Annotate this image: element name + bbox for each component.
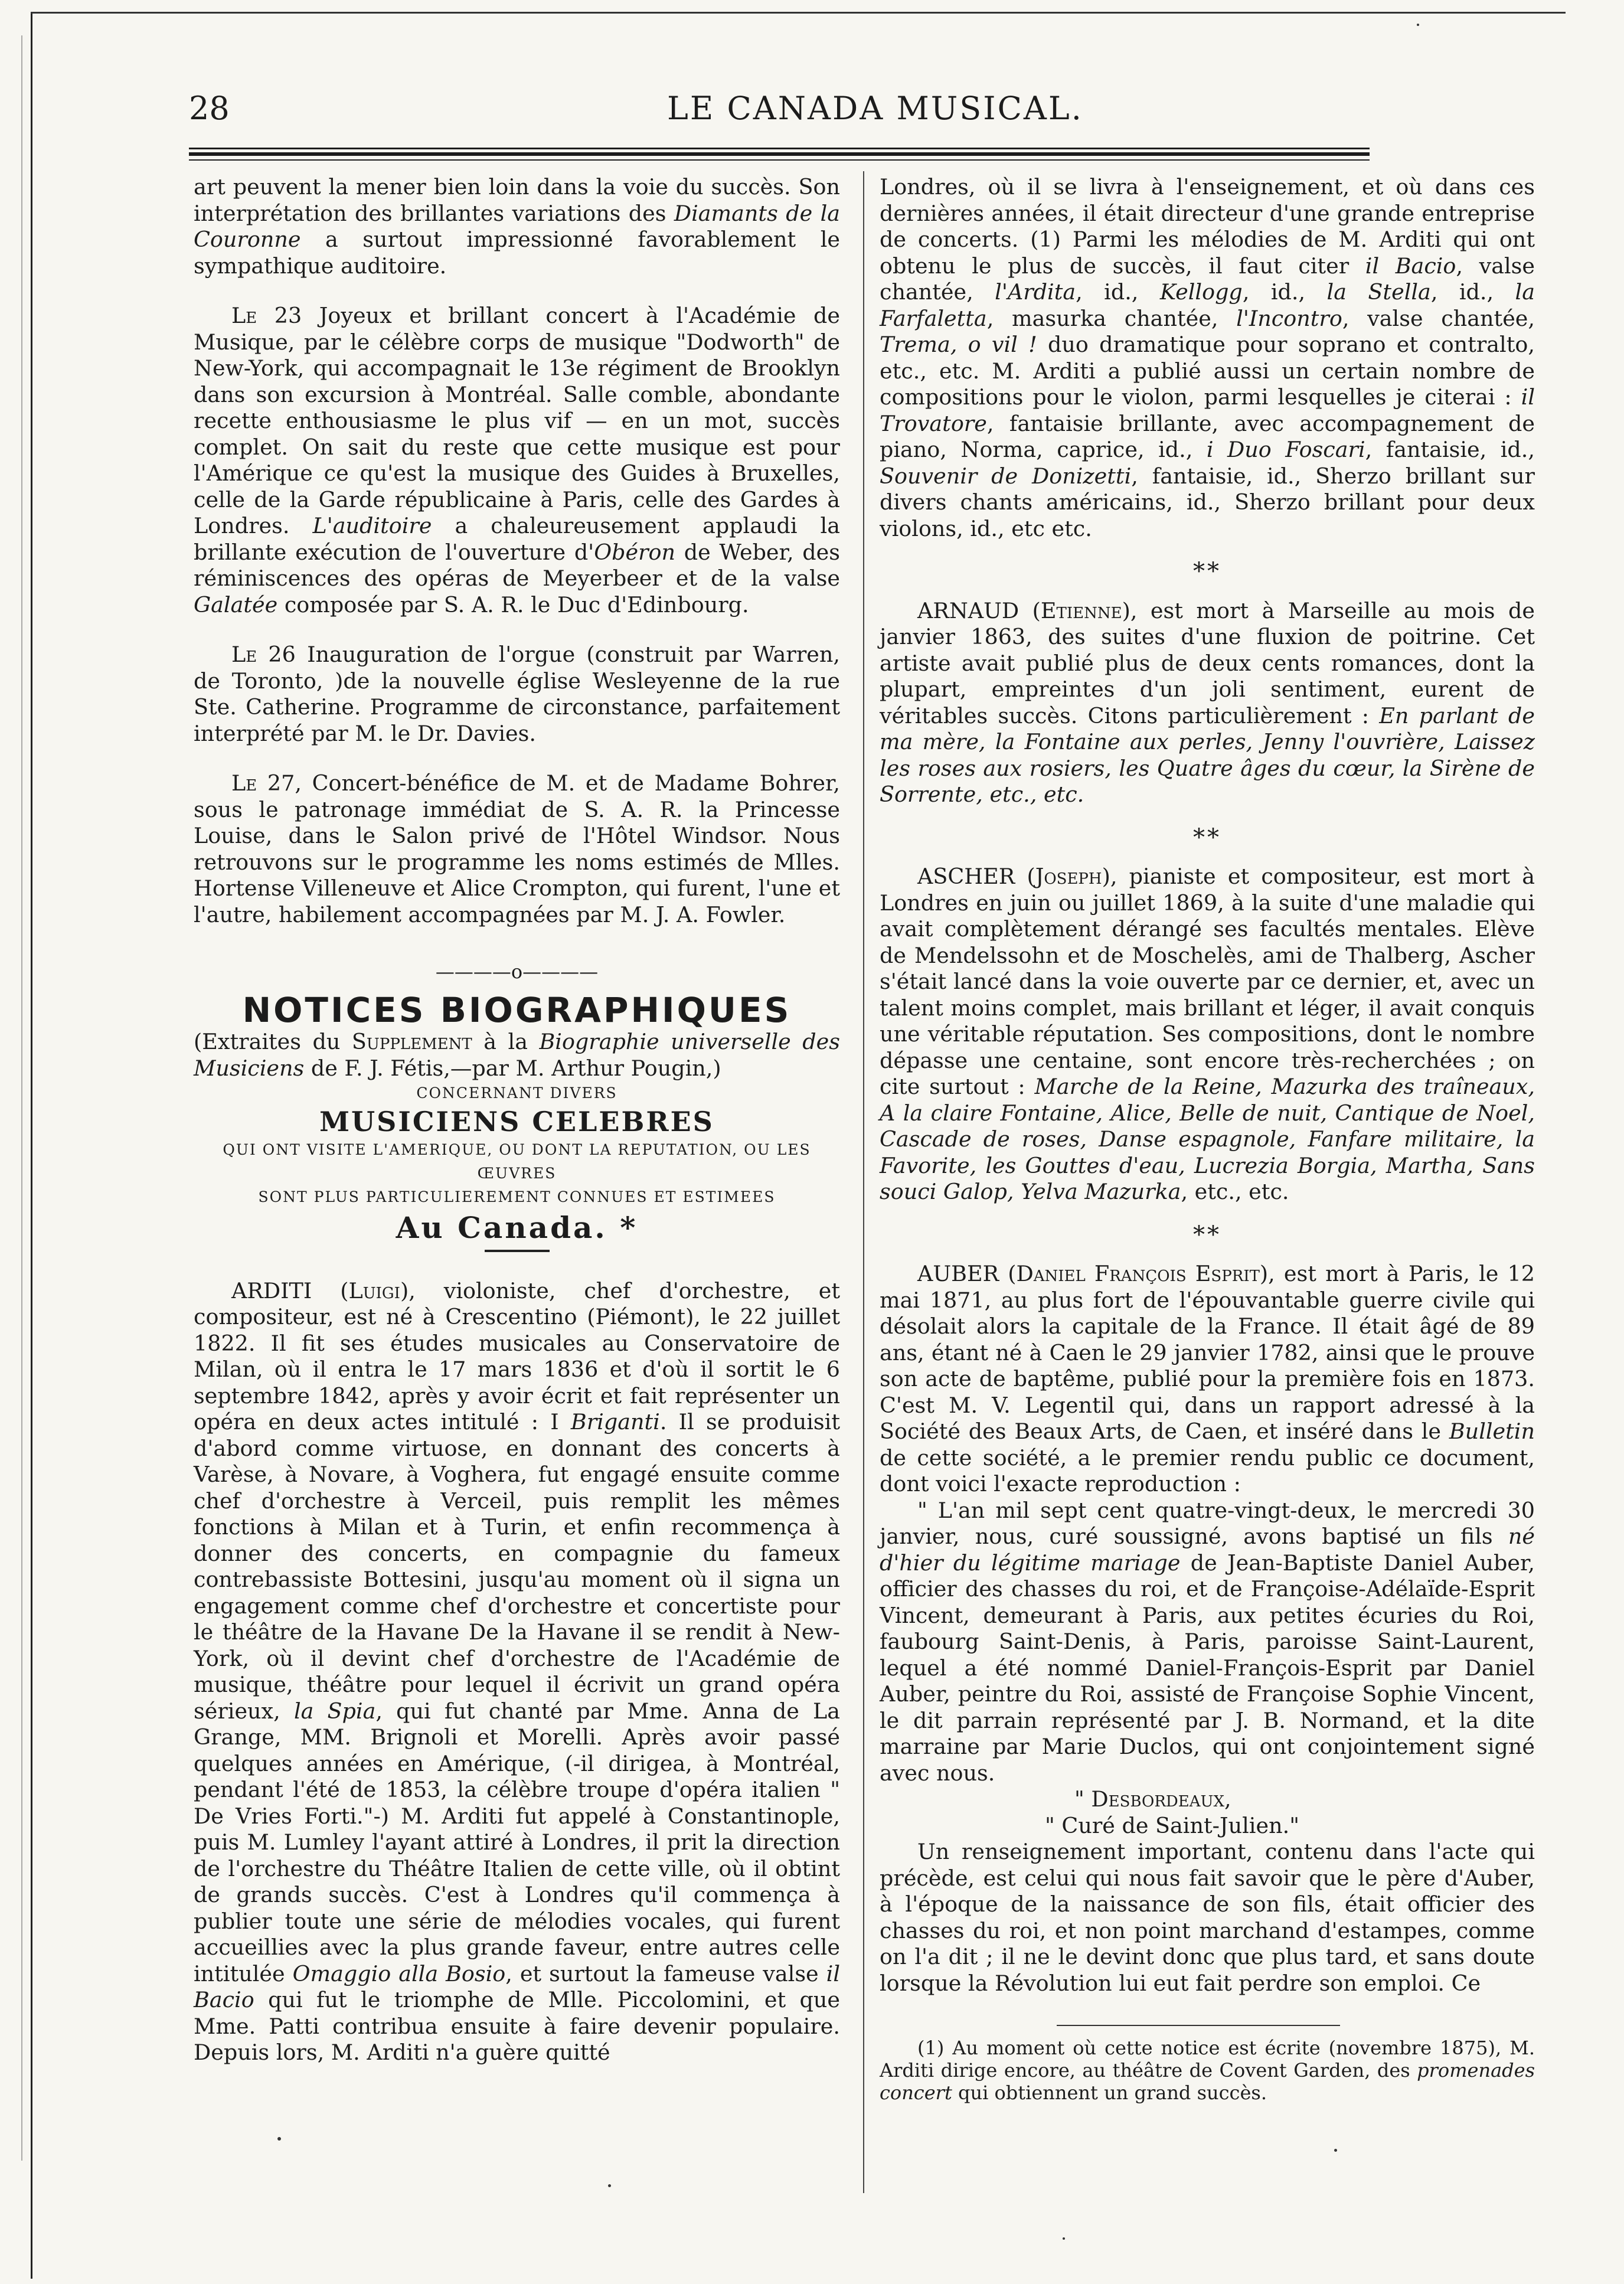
footnote-rule	[1057, 2025, 1340, 2026]
page-edge-line	[31, 12, 32, 2279]
musiciens-heading: MUSICIENS CELEBRES	[319, 1106, 714, 1138]
auber-entry: AUBER (Daniel François Esprit), est mort à Paris, le 12 mai 1871, au plus fort de l'épouvantable guerre civile qui désolait alors la capitale de la France. Il était âgé de 89 ans, étant né à Caen le 29 janvier 1782, ainsi que le prouve son acte de baptême, publié pour la première fois en 1873. C'est M. V. Legentil qui, dans un rapport adressé à la Société des Beaux Arts, de Caen, et inséré dans le Bulletin de cette société, a le premier rendu public ce document, dont voici l'exacte reproduction :	[880, 1261, 1535, 1496]
signature-cure: " Curé de Saint-Julien."	[1045, 1812, 1299, 1838]
section-divider: ————o————	[435, 960, 599, 983]
arditi-entry: ARDITI (Luigi), violoniste, chef d'orchestre, et compositeur, est né à Crescentino (Piémont), le 22 juillet 1822. Il fit ses études musicales au Conservatoire de Milan, où il entra le 17 mars 1836 et d'où il sortit le 6 septembre 1842, après y avoir écrit et fait représenter un opéra en deux actes intitulé : I Briganti. Il se produisit d'abord comme virtuose, en donnant des concerts à Varèse, à Novare, à Voghera, fut engagé ensuite comme chef d'orchestre à Verceil, puis remplit les mêmes fonctions à Milan et à Turin, et enfin recommença à donner des concerts, en compagnie du fameux contrebassiste Bottesini, jusqu'au moment où il signa un engagement comme chef d'orchestre et concertiste pour le théâtre de la Havane De la Havane il se rendit à New-York, où il devint chef d'orchestre de l'Académie de musique, théâtre pour lequel il écrivit un grand opéra sérieux, la Spia, qui fut chanté par Mme. Anna de La Grange, MM. Brignoli et Morelli. Après avoir passé quelques années en Amérique, (-il dirigea, à Montréal, pendant l'été de 1853, la célèbre troupe d'opéra italien " De Vries Forti."-) M. Arditi fut appelé à Constantinople, puis M. Lumley l'ayant attiré à Londres, il prit la direction de l'orchestre du Théâtre Italien de cette ville, où il obtint de grands succès. C'est à Londres qu'il commença à publier toute une série de mélodies vocales, qui furent accueillies avec la plus grande faveur, entre autres celle intitulée Omaggio alla Bosio, et surtout la fameuse valse il Bacio qui fut le triomphe de Mlle. Piccolomini, et que Mme. Patti contribua ensuite à faire devenir populaire. Depuis lors, M. Arditi n'a guère quitté	[194, 1277, 840, 2065]
header-rule-top	[189, 148, 1370, 149]
running-title: LE CANADA MUSICAL.	[667, 90, 1083, 127]
scan-speck	[1417, 24, 1419, 26]
baptism-quote: " L'an mil sept cent quatre-vingt-deux, le mercredi 30 janvier, nous, curé soussigné, avons baptisé un fils né d'hier du légitime mariage de Jean-Baptiste Daniel Auber, officier des chasses du roi, et de Françoise-Adélaïde-Esprit Vincent, demeurant à Paris, aux petites écuries du Roi, faubourg Saint-Denis, à Paris, paroisse Saint-Laurent, lequel a été nommé Daniel-François-Esprit par Daniel Auber, peintre du Roi, assisté de Françoise Sophie Vincent, le dit parrain représenté par J. B. Normand, et la dite marraine par Marie Duclos, qui ont conjointement signé avec nous.	[880, 1497, 1535, 1786]
scan-speck	[608, 2184, 611, 2187]
arditi-continuation: Londres, où il se livra à l'enseignement, et où dans ces dernières années, il était directeur d'une grande entreprise de concerts. (1) Parmi les mélodies de M. Arditi qui ont obtenu le plus de succès, il faut citer il Bacio, valse chantée, l'Ardita, id., Kellogg, id., la Stella, id., la Farfaletta, masurka chantée, l'Incontro, valse chantée, Trema, o vil ! duo dramatique pour soprano et contralto, etc., etc. M. Arditi a publié aussi un certain nombre de compositions pour le violon, parmi lesquelles je citerai : il Trovatore, fantaisie brillante, avec accompagnement de piano, Norma, caprice, id., i Duo Foscari, fantaisie, id., Souvenir de Donizetti, fantaisie, id., Sherzo brillant sur divers chants américains, id., Sherzo brillant pour deux violons, id., etc etc.	[880, 174, 1535, 541]
column-divider	[863, 171, 864, 2193]
separator-stars-3: **	[1193, 1221, 1221, 1249]
signature-desbordeaux: " Desbordeaux,	[1074, 1786, 1231, 1812]
ascher-entry: ASCHER (Joseph), pianiste et compositeur, est mort à Londres en juin ou juillet 1869, à la suite d'une maladie qui avait complètement dérangé ses facultés mentales. Elève de Mendelssohn et de Moschelès, ami de Thalberg, Ascher s'était lancé dans la voie ouverte par ce dernier, et, avec un talent moins complet, mais brillant et léger, il avait conquis une véritable réputation. Ses compositions, dont le nombre dépasse une centaine, sont encore très-recherchées ; on cite surtout : Marche de la Reine, Mazurka des traîneaux, A la claire Fontaine, Alice, Belle de nuit, Cantique de Noel, Cascade de roses, Danse espagnole, Fanfare militaire, la Favorite, les Gouttes d'eau, Lucrezia Borgia, Martha, Sans souci Galop, Yelva Mazurka, etc., etc.	[880, 864, 1535, 1204]
page-header	[189, 90, 1370, 137]
paragraph-concert-27: Le 27, Concert-bénéfice de M. et de Madame Bohrer, sous le patronage immédiat de S. A. R. la Princesse Louise, dans le Salon privé de l'Hôtel Windsor. Nous retrouvons sur le programme les noms estimés de Mlles. Hortense Villeneuve et Alice Crompton, qui furent, l'une et l'autre, habilement accompagnées par M. J. A. Fowler.	[194, 770, 840, 927]
paragraph-orgue-26: Le 26 Inauguration de l'orgue (construit par Warren, de Toronto, )de la nouvelle église Wesleyenne de la rue Ste. Catherine. Programme de circonstance, parfaitement interprété par M. le Dr. Davies.	[194, 642, 840, 746]
page-edge-shadow	[21, 35, 22, 2161]
left-column	[194, 174, 840, 2066]
scan-speck	[1063, 2237, 1065, 2240]
page-number: 28	[189, 90, 230, 127]
scan-speck	[1334, 2149, 1337, 2152]
arnaud-entry: ARNAUD (Etienne), est mort à Marseille au mois de janvier 1863, des suites d'une fluxion de poitrine. Cet artiste avait publié plus de deux cents romances, dont la plupart, empreintes d'un joli sentiment, eurent de véritables succès. Citons particulièrement : En parlant de ma mère, la Fontaine aux perles, Jenny l'ouvrière, Laissez les roses aux rosiers, les Quatre âges du cœur, la Sirène de Sorrente, etc., etc.	[880, 597, 1535, 807]
separator-stars-1: **	[1193, 558, 1221, 585]
scan-speck	[277, 2137, 281, 2141]
short-rule	[485, 1250, 550, 1252]
qui-ont-line: QUI ONT VISITE L'AMERIQUE, OU DONT LA REPUTATION, OU LES ŒUVRES	[223, 1141, 811, 1182]
paragraph-continuation: art peuvent la mener bien loin dans la voie du succès. Son interprétation des brillantes variations des Diamants de la Couronne a surtout impressionné favorablement le sympathique auditoire.	[194, 174, 841, 279]
auber-continuation: Un renseignement important, contenu dans l'acte qui précède, est celui qui nous fait savoir que le père d'Auber, à l'époque de la naissance de son fils, était officier des chasses du roi, et non point marchand d'estampes, comme on l'a dit ; il ne le devint donc que plus tard, et sans doute lorsque la Révolution lui eut fait perdre son emploi. Ce	[880, 1839, 1535, 1996]
right-column	[880, 174, 1535, 2104]
header-rule-bottom	[189, 159, 1370, 161]
extract-note: (Extraites du Supplement à la Biographie universelle des Musiciens de F. J. Fétis,—par M. Arthur Pougin,)	[194, 1029, 840, 1081]
au-canada-heading: Au Canada. *	[396, 1210, 638, 1245]
notices-title: NOTICES BIOGRAPHIQUES	[242, 989, 792, 1030]
sont-plus-line: SONT PLUS PARTICULIEREMENT CONNUES ET ESTIMEES	[258, 1188, 776, 1205]
page-top-edge	[31, 12, 1566, 14]
separator-stars-2: **	[1193, 824, 1221, 851]
footnote: (1) Au moment où cette notice est écrite (novembre 1875), M. Arditi dirige encore, au théâtre de Covent Garden, des promenades concert qui obtiennent un grand succès.	[880, 2037, 1535, 2104]
paragraph-concert-23: Le 23 Joyeux et brillant concert à l'Académie de Musique, par le célèbre corps de musique "Dodworth" de New-York, qui accompagnait le 13e régiment de Brooklyn dans son excursion à Montréal. Salle comble, abondante recette enthousiasme le plus vif — en un mot, succès complet. On sait du reste que cette musique est pour l'Amérique ce qu'est la musique des Guides à Bruxelles, celle de la Garde républicaine à Paris, celle des Gardes à Londres. L'auditoire a chaleureusement applaudi la brillante exécution de l'ouverture d'Obéron de Weber, des réminiscences des opéras de Meyerbeer et de la valse Galatée composée par S. A. R. le Duc d'Edinbourg.	[194, 303, 840, 617]
concernant-line: CONCERNANT DIVERS	[416, 1084, 617, 1102]
header-rule-thick	[189, 152, 1370, 156]
